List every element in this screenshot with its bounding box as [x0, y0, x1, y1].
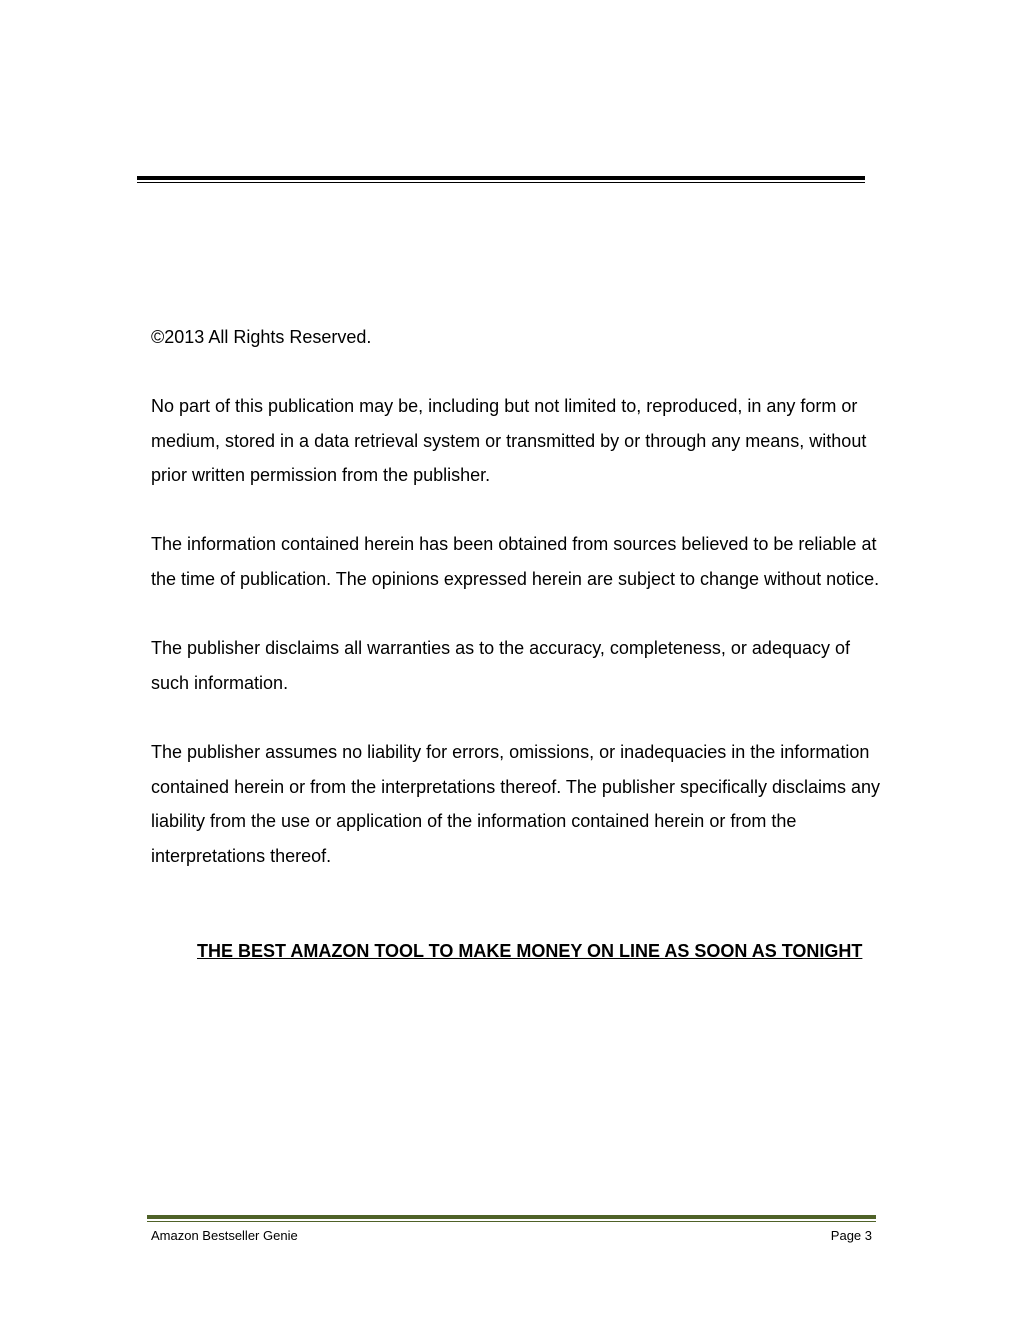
promo-headline: THE BEST AMAZON TOOL TO MAKE MONEY ON LINE AS SOON AS TONIGHT: [197, 941, 863, 961]
footer-page-number: Page 3: [830, 1228, 872, 1243]
header-divider: [137, 176, 865, 186]
header-divider-thin-line: [137, 182, 865, 183]
liability-paragraph: The publisher assumes no liability for errors, omissions, or inadequacies in the information contained herein or from the interpretations thereof. The publisher specifically disclaims any liability from the use or application of the information contained herein or from the interpretations thereof.: [151, 742, 881, 866]
footer-book-title: Amazon Bestseller Genie: [151, 1228, 298, 1243]
footer-divider-thick-line: [147, 1215, 876, 1219]
footer-divider-thin-line: [147, 1221, 876, 1222]
information-source-paragraph: The information contained herein has been obtained from sources believed to be reliable at the time of publication. The opinions expressed herein are subject to change without notice.: [151, 534, 880, 589]
header-divider-thick-line: [137, 176, 865, 180]
footer-divider: [147, 1215, 876, 1223]
warranty-disclaimer-paragraph: The publisher disclaims all warranties as to the accuracy, completeness, or adequacy of such information.: [151, 638, 851, 693]
reproduction-paragraph: No part of this publication may be, including but not limited to, reproduced, in any form or medium, stored in a data retrieval system or transmitted by or through any means, without prior written permission from the publisher.: [151, 396, 867, 486]
copyright-notice: ©2013 All Rights Reserved.: [151, 327, 372, 347]
